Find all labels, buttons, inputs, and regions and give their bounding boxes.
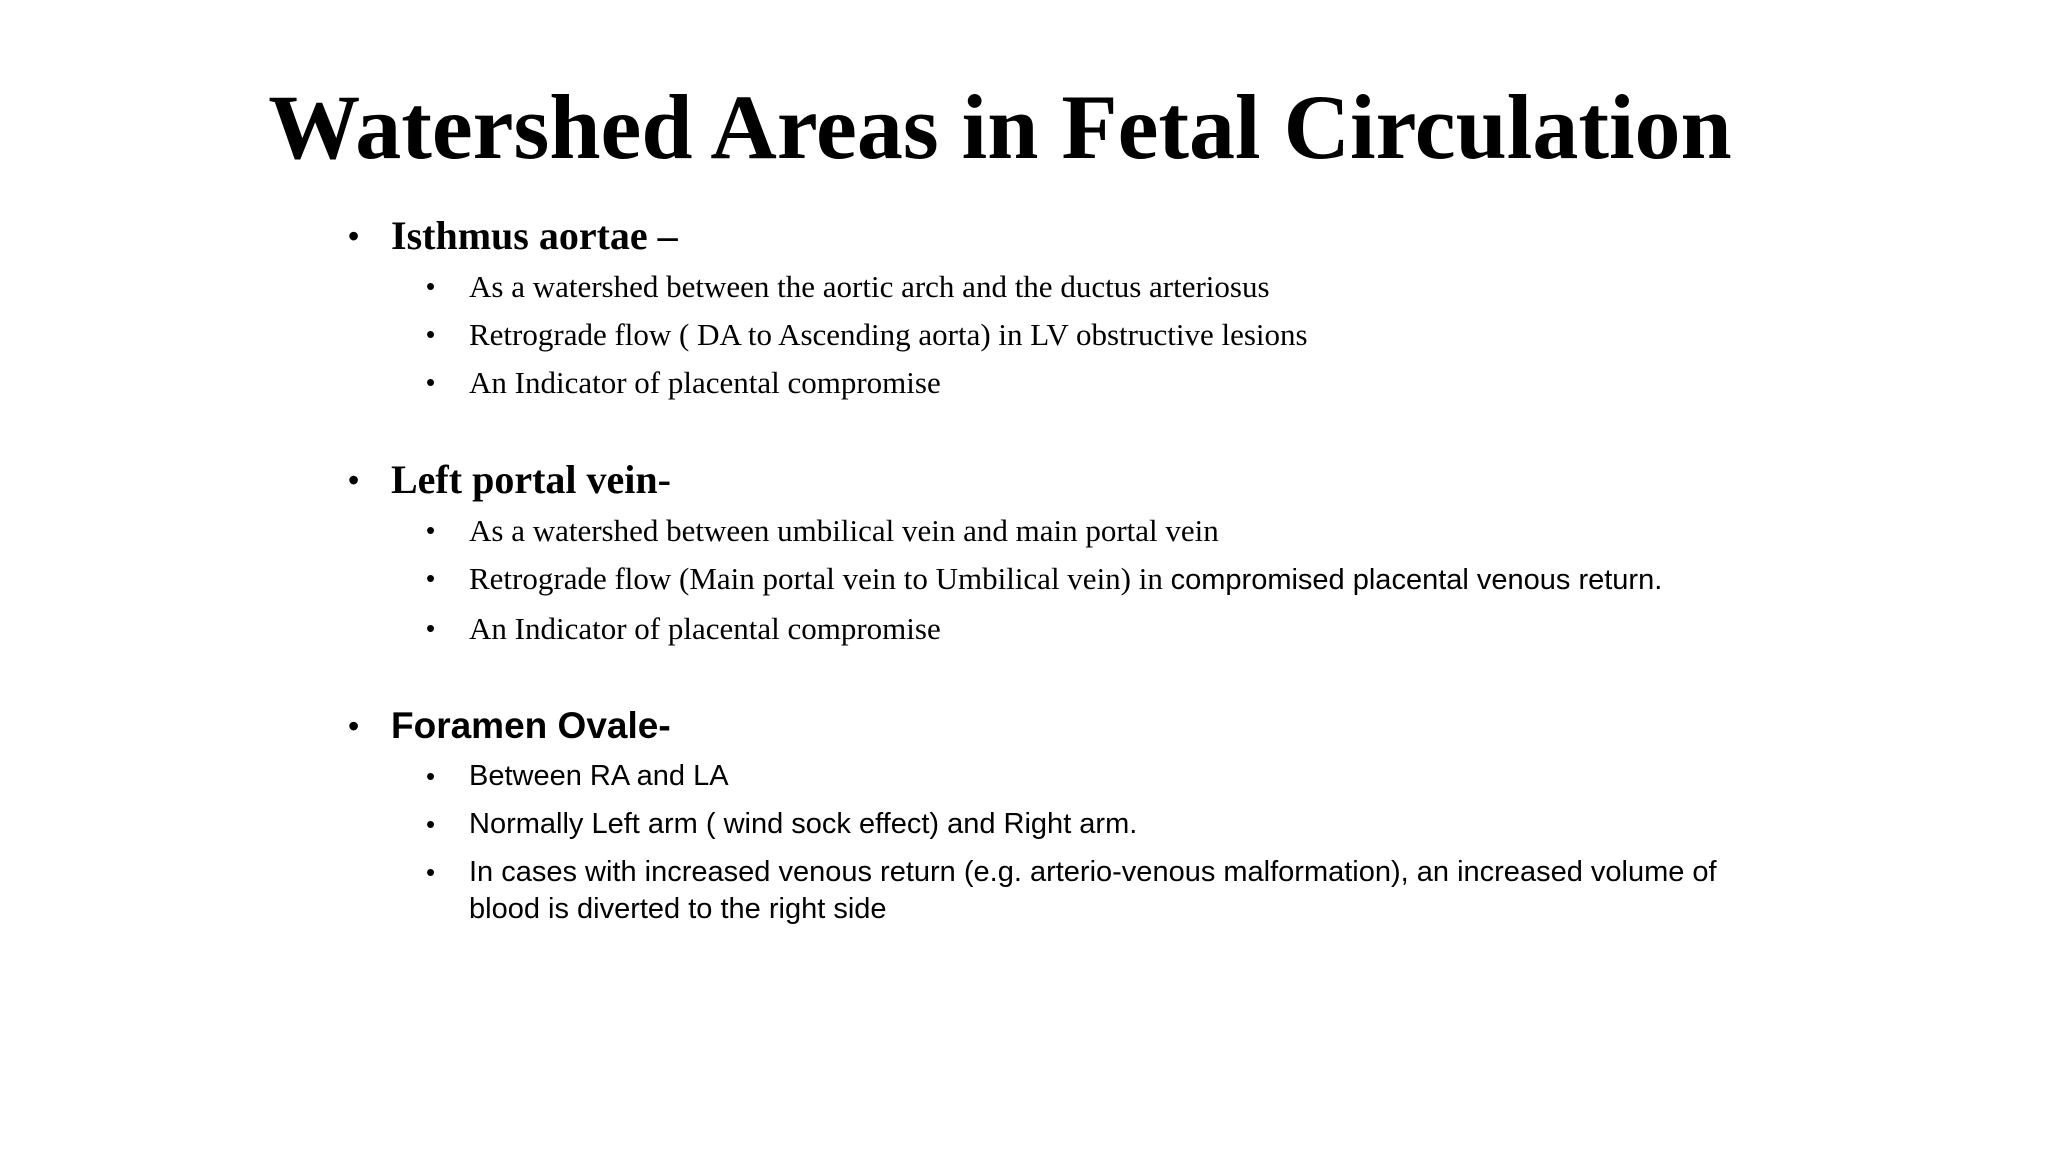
list-item: • An Indicator of placental compromise [426,364,1749,401]
bullet-list [348,758,1748,928]
list-item: • Between RA and LA [426,758,1749,795]
list-item: • In cases with increased venous return (e.g. arterio-venous malformation), an increased volume of blood is diverted to the right side [426,854,1749,928]
section-foramen-ovale [348,700,1748,928]
list-item [426,560,1749,599]
section-heading: • Isthmus aortae – [348,210,1748,262]
list-item: • Normally Left arm ( wind sock effect) and Right arm. [426,806,1749,843]
slide-title: Watershed Areas in Fetal Circulation [268,76,1732,178]
section-heading: • Left portal vein- [348,454,1748,506]
section-heading: • Foramen Ovale- [348,700,1748,752]
slide-content [348,210,1748,939]
section-left-portal-vein [348,454,1748,647]
list-item: • As a watershed between umbilical vein and main portal vein [426,512,1749,549]
list-item: • As a watershed between the aortic arch and the ductus arteriosus [426,268,1749,305]
section-isthmus-aortae [348,210,1748,401]
list-item: • An Indicator of placental compromise [426,610,1749,647]
bullet-list [348,512,1748,647]
list-item-text-serif: Retrograde flow (Main portal vein to Umbilical vein) in [469,561,1171,596]
list-item-text-sans: compromised placental venous return. [1170,564,1663,596]
list-item: • Retrograde flow ( DA to Ascending aorta) in LV obstructive lesions [426,316,1749,353]
bullet-list [348,268,1748,401]
